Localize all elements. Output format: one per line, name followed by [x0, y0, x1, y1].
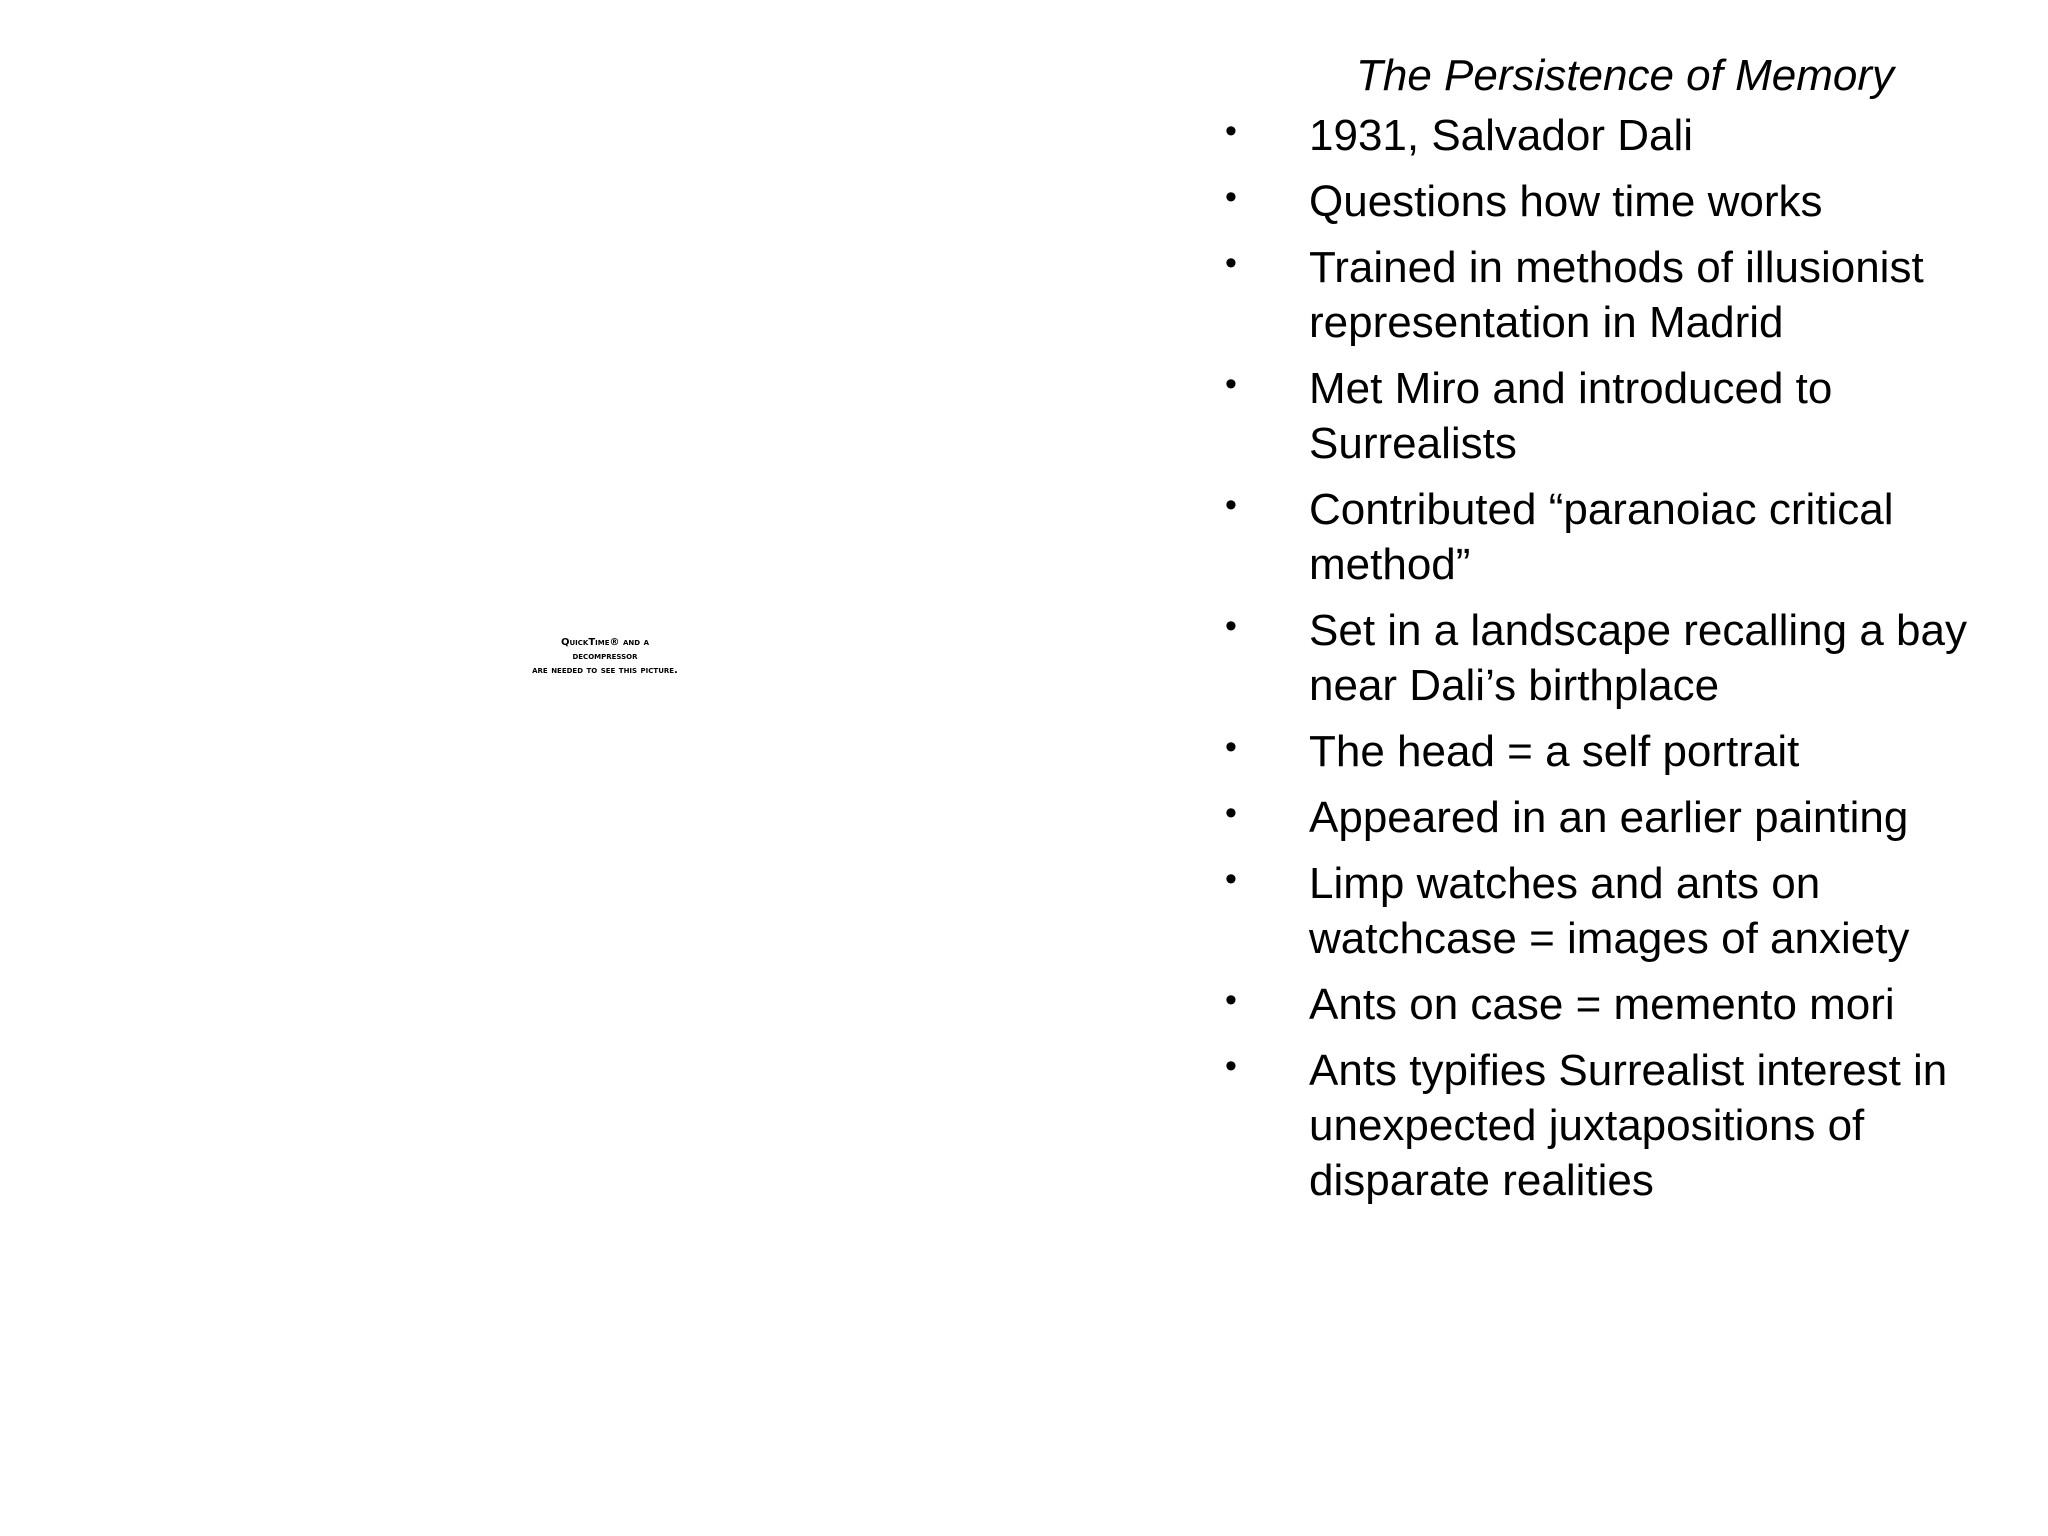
bullet-icon: •	[1225, 981, 1237, 1019]
bullet-item	[1225, 108, 2025, 163]
placeholder-line: decompressor	[572, 651, 638, 662]
bullet-text: Contributed “paranoiac critical method”	[1309, 485, 1894, 589]
bullet-item	[1225, 724, 2025, 779]
placeholder-line: are needed to see this picture.	[532, 665, 678, 676]
bullet-icon: •	[1225, 365, 1237, 403]
bullet-text: 1931, Salvador Dali	[1309, 111, 1694, 160]
bullet-item	[1225, 361, 2025, 471]
bullet-icon: •	[1225, 244, 1237, 282]
bullet-icon: •	[1225, 607, 1237, 645]
bullet-item	[1225, 603, 2025, 713]
bullet-icon: •	[1225, 178, 1237, 216]
bullet-text: Limp watches and ants on watchcase = images of anxiety	[1309, 859, 1910, 963]
bullet-item	[1225, 1043, 2025, 1208]
bullet-item	[1225, 790, 2025, 845]
bullet-list	[1225, 108, 2025, 1219]
bullet-item	[1225, 977, 2025, 1032]
bullet-text: Trained in methods of illusionist representation in Madrid	[1309, 243, 1924, 347]
image-placeholder	[500, 636, 710, 678]
bullet-text: Ants typifies Surrealist interest in unexpected juxtapositions of disparate realities	[1309, 1046, 1948, 1205]
bullet-item	[1225, 856, 2025, 966]
bullet-icon: •	[1225, 486, 1237, 524]
bullet-icon: •	[1225, 1047, 1237, 1085]
bullet-item	[1225, 482, 2025, 592]
bullet-text: Met Miro and introduced to Surrealists	[1309, 364, 1833, 468]
placeholder-line: QuickTime® and a	[561, 637, 649, 648]
bullet-text: Set in a landscape recalling a bay near Dali’s birthplace	[1309, 606, 1967, 710]
bullet-icon: •	[1225, 112, 1237, 150]
bullet-icon: •	[1225, 728, 1237, 766]
bullet-text: Questions how time works	[1309, 177, 1823, 226]
bullet-text: Ants on case = memento mori	[1309, 980, 1895, 1029]
bullet-text: Appeared in an earlier painting	[1309, 793, 1909, 842]
bullet-icon: •	[1225, 794, 1237, 832]
slide-title: The Persistence of Memory	[1356, 51, 1894, 100]
bullet-icon: •	[1225, 860, 1237, 898]
bullet-item	[1225, 240, 2025, 350]
bullet-item	[1225, 174, 2025, 229]
bullet-text: The head = a self portrait	[1309, 727, 1800, 776]
